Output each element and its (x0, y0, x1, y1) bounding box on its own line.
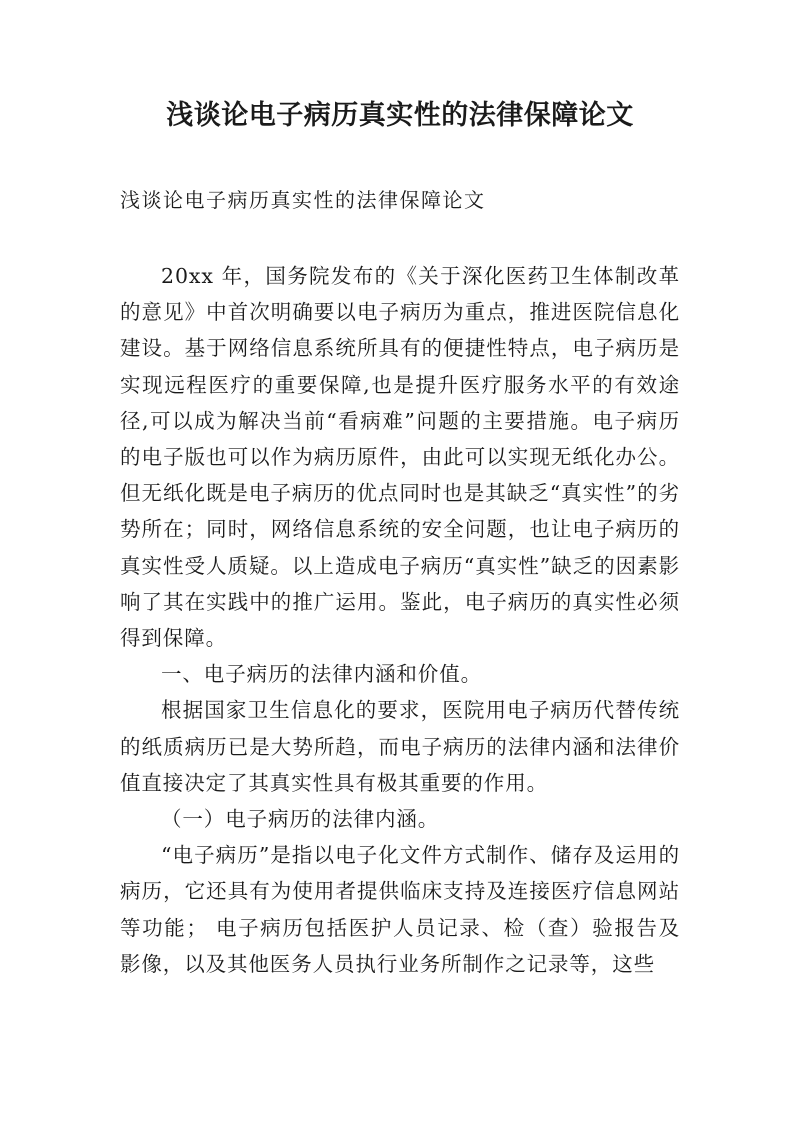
paragraph-intro: 20xx 年，国务院发布的《关于深化医药卫生体制改革的意见》中首次明确要以电子病历为重点，推进医院信息化建设。基于网络信息系统所具有的便捷性特点，电子病历是实现远程医疗的重要保障,也是提升医疗服务水平的有效途径,可以成为解决当前“看病难”问题的主要措施。电子病历的电子版也可以作为病历原件，由此可以实现无纸化办公。但无纸化既是电子病历的优点同时也是其缺乏“真实性”的劣势所在；同时，网络信息系统的安全问题，也让电子病历的真实性受人质疑。以上造成电子病历“真实性”缺乏的因素影响了其在实践中的推广运用。鉴此，电子病历的真实性必须得到保障。 (120, 264, 680, 651)
paragraph-definition: “电子病历”是指以电子化文件方式制作、储存及运用的病历，它还具有为使用者提供临床支持及连接医疗信息网站等功能； 电子病历包括医护人员记录、检（查）验报告及影像，以及其他医务人员执行业务所制作之记录等，这些 (120, 843, 680, 976)
document-subtitle: 浅谈论电子病历真实性的法律保障论文 (120, 188, 486, 212)
document-title: 浅谈论电子病历真实性的法律保障论文 (166, 100, 634, 131)
subsection-heading-1: （一）电子病历的法律内涵。 (161, 807, 440, 832)
section-heading-1: 一、电子病历的法律内涵和价值。 (161, 662, 482, 687)
document-body (120, 258, 680, 982)
paragraph-section-1: 根据国家卫生信息化的要求，医院用电子病历代替传统的纸质病历已是大势所趋，而电子病历的法律内涵和法律价值直接决定了其真实性具有极其重要的作用。 (120, 698, 680, 795)
